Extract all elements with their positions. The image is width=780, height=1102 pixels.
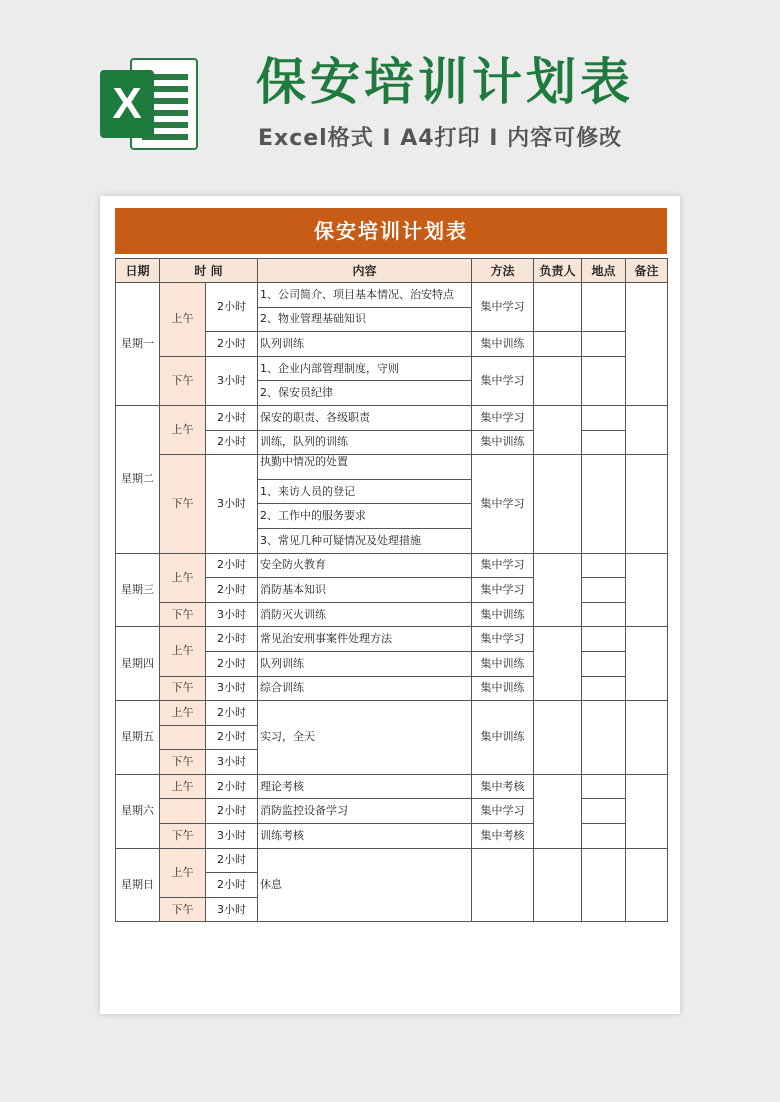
- location-cell: [582, 578, 626, 603]
- remark-cell: [626, 283, 668, 406]
- content-cell: 训练，队列的训练: [258, 430, 472, 455]
- content-cell: 1、企业内部管理制度，守则: [258, 356, 472, 381]
- page-title: 保安培训计划表: [256, 53, 634, 111]
- method-cell: 集中考核: [472, 774, 534, 799]
- owner-cell: [534, 774, 582, 848]
- table-row: [116, 701, 668, 726]
- content-cell: 执勤中情况的处置: [258, 455, 472, 480]
- content-cell: 消防灭火训练: [258, 602, 472, 627]
- col-header-time: 时 间: [160, 259, 258, 283]
- slot-cell: 上午: [160, 553, 206, 602]
- slot-cell: 下午: [160, 356, 206, 405]
- day-cell: 星期六: [116, 774, 160, 848]
- method-cell: 集中学习: [472, 553, 534, 578]
- method-cell: 集中学习: [472, 627, 534, 652]
- slot-cell: 下午: [160, 676, 206, 701]
- duration-cell: 3小时: [206, 356, 258, 405]
- table-row: [116, 774, 668, 799]
- spreadsheet-preview: [100, 196, 680, 1014]
- location-cell: [582, 701, 626, 775]
- training-plan-table: [115, 258, 668, 922]
- content-cell: 消防监控设备学习: [258, 799, 472, 824]
- col-header-content: 内容: [258, 259, 472, 283]
- duration-cell: 2小时: [206, 553, 258, 578]
- content-cell: 综合训练: [258, 676, 472, 701]
- method-cell: 集中训练: [472, 651, 534, 676]
- method-cell: [472, 848, 534, 922]
- remark-cell: [626, 774, 668, 848]
- table-row: [116, 405, 668, 430]
- content-cell: 理论考核: [258, 774, 472, 799]
- page-subtitle: Excel格式 I A4打印 I 内容可修改: [258, 126, 623, 151]
- duration-cell: 3小时: [206, 455, 258, 553]
- duration-cell: 2小时: [206, 283, 258, 332]
- location-cell: [582, 455, 626, 553]
- remark-cell: [626, 848, 668, 922]
- content-cell: 训练考核: [258, 824, 472, 849]
- duration-cell: 2小时: [206, 430, 258, 455]
- location-cell: [582, 405, 626, 430]
- day-cell: 星期二: [116, 405, 160, 553]
- content-cell: 保安的职责、各级职责: [258, 405, 472, 430]
- slot-cell: [160, 725, 206, 750]
- content-cell: 消防基本知识: [258, 578, 472, 603]
- duration-cell: 3小时: [206, 897, 258, 922]
- location-cell: [582, 602, 626, 627]
- table-row: [116, 799, 668, 824]
- duration-cell: 3小时: [206, 750, 258, 775]
- location-cell: [582, 651, 626, 676]
- slot-cell: 下午: [160, 455, 206, 553]
- slot-cell: 上午: [160, 283, 206, 357]
- slot-cell: 上午: [160, 848, 206, 897]
- duration-cell: 2小时: [206, 332, 258, 357]
- duration-cell: 2小时: [206, 774, 258, 799]
- owner-cell: [534, 701, 582, 775]
- slot-cell: 上午: [160, 701, 206, 726]
- slot-cell: 下午: [160, 824, 206, 849]
- remark-cell: [626, 405, 668, 454]
- owner-cell: [534, 356, 582, 405]
- duration-cell: 2小时: [206, 873, 258, 898]
- method-cell: 集中考核: [472, 824, 534, 849]
- slot-cell: [160, 799, 206, 824]
- owner-cell: [534, 332, 582, 357]
- content-cell: 安全防火教育: [258, 553, 472, 578]
- method-cell: 集中学习: [472, 405, 534, 430]
- method-cell: 集中训练: [472, 332, 534, 357]
- table-row: [116, 676, 668, 701]
- duration-cell: 3小时: [206, 824, 258, 849]
- duration-cell: 2小时: [206, 651, 258, 676]
- duration-cell: 2小时: [206, 578, 258, 603]
- col-header-owner: 负责人: [534, 259, 582, 283]
- table-header-row: [116, 259, 668, 283]
- content-cell: 1、来访人员的登记: [258, 479, 472, 504]
- owner-cell: [534, 627, 582, 701]
- table-row: [116, 283, 668, 308]
- remark-cell: [626, 701, 668, 775]
- method-cell: 集中学习: [472, 356, 534, 405]
- table-row: [116, 848, 668, 873]
- duration-cell: 3小时: [206, 602, 258, 627]
- table-row: [116, 824, 668, 849]
- table-row: [116, 553, 668, 578]
- day-cell: 星期五: [116, 701, 160, 775]
- col-header-location: 地点: [582, 259, 626, 283]
- location-cell: [582, 430, 626, 455]
- content-cell: 1、公司简介、项目基本情况、治安特点: [258, 283, 472, 308]
- table-row: [116, 356, 668, 381]
- method-cell: 集中训练: [472, 602, 534, 627]
- slot-cell: 下午: [160, 602, 206, 627]
- method-cell: 集中学习: [472, 578, 534, 603]
- page-header: [0, 0, 780, 190]
- content-cell: 实习，全天: [258, 701, 472, 775]
- location-cell: [582, 553, 626, 578]
- duration-cell: 3小时: [206, 676, 258, 701]
- excel-x-letter: X: [100, 70, 154, 138]
- location-cell: [582, 283, 626, 332]
- location-cell: [582, 627, 626, 652]
- content-cell: 休息: [258, 848, 472, 922]
- col-header-method: 方法: [472, 259, 534, 283]
- method-cell: 集中学习: [472, 283, 534, 332]
- content-cell: 常见治安刑事案件处理方法: [258, 627, 472, 652]
- duration-cell: 2小时: [206, 848, 258, 873]
- slot-cell: 上午: [160, 405, 206, 454]
- remark-cell: [626, 627, 668, 701]
- slot-cell: 下午: [160, 750, 206, 775]
- duration-cell: 2小时: [206, 405, 258, 430]
- duration-cell: 2小时: [206, 799, 258, 824]
- duration-cell: 2小时: [206, 627, 258, 652]
- method-cell: 集中学习: [472, 799, 534, 824]
- location-cell: [582, 356, 626, 405]
- location-cell: [582, 848, 626, 922]
- content-cell: 2、保安员纪律: [258, 381, 472, 406]
- owner-cell: [534, 553, 582, 627]
- owner-cell: [534, 405, 582, 454]
- duration-cell: 2小时: [206, 701, 258, 726]
- content-cell: 2、工作中的服务要求: [258, 504, 472, 529]
- col-header-date: 日期: [116, 259, 160, 283]
- remark-cell: [626, 455, 668, 553]
- location-cell: [582, 824, 626, 849]
- method-cell: 集中训练: [472, 430, 534, 455]
- method-cell: 集中训练: [472, 676, 534, 701]
- duration-cell: 2小时: [206, 725, 258, 750]
- slot-cell: 上午: [160, 627, 206, 676]
- day-cell: 星期一: [116, 283, 160, 406]
- table-row: [116, 627, 668, 652]
- content-cell: 2、物业管理基础知识: [258, 307, 472, 332]
- day-cell: 星期四: [116, 627, 160, 701]
- owner-cell: [534, 455, 582, 553]
- day-cell: 星期日: [116, 848, 160, 922]
- owner-cell: [534, 848, 582, 922]
- content-cell: 队列训练: [258, 651, 472, 676]
- owner-cell: [534, 283, 582, 332]
- location-cell: [582, 774, 626, 799]
- remark-cell: [626, 553, 668, 627]
- method-cell: 集中学习: [472, 455, 534, 553]
- location-cell: [582, 676, 626, 701]
- content-cell: 队列训练: [258, 332, 472, 357]
- location-cell: [582, 332, 626, 357]
- col-header-remark: 备注: [626, 259, 668, 283]
- location-cell: [582, 799, 626, 824]
- slot-cell: 下午: [160, 897, 206, 922]
- excel-logo-icon: [100, 58, 200, 150]
- method-cell: 集中训练: [472, 701, 534, 775]
- content-cell: 3、常见几种可疑情况及处理措施: [258, 528, 472, 553]
- day-cell: 星期三: [116, 553, 160, 627]
- slot-cell: 上午: [160, 774, 206, 799]
- sheet-title-band: 保安培训计划表: [115, 208, 667, 254]
